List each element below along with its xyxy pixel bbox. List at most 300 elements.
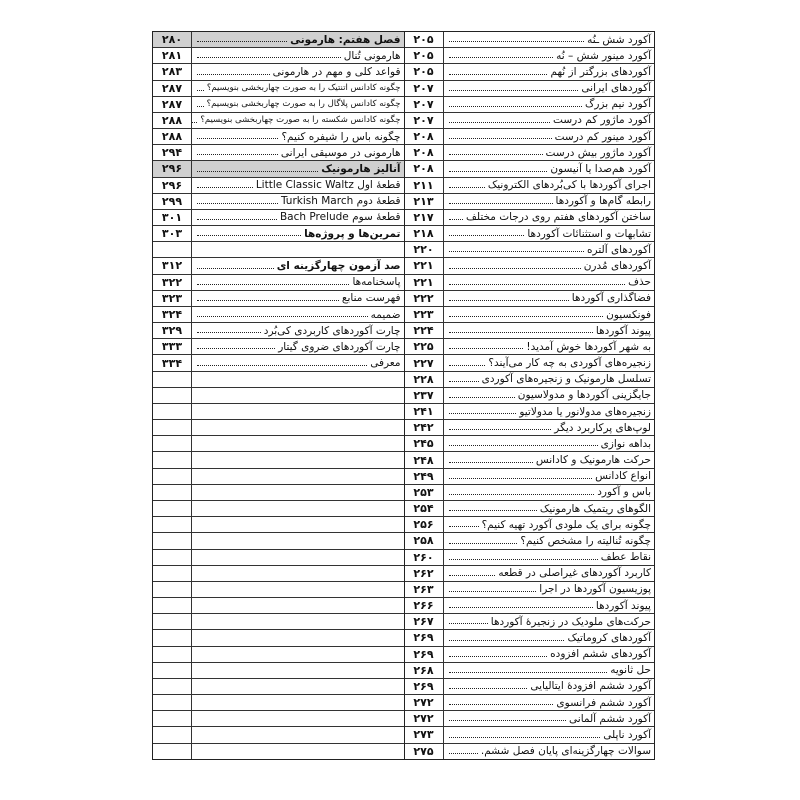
dot-leader <box>449 73 548 75</box>
toc-page-number: ۳۰۳ <box>153 226 192 241</box>
toc-entry-title: پاسخنامه‌ها <box>352 276 401 289</box>
toc-entry-title: حذف <box>628 276 651 289</box>
toc-row <box>405 533 655 549</box>
toc-entry <box>192 533 404 548</box>
toc-page-number: ۲۷۳ <box>405 727 444 742</box>
toc-entry <box>192 242 404 257</box>
toc-entry-title: آکورد مینور شش – نُه <box>556 49 651 62</box>
dot-leader <box>449 719 567 721</box>
toc-page-number: ۲۶۷ <box>405 614 444 629</box>
dot-leader <box>449 202 553 204</box>
dot-leader <box>197 283 349 285</box>
toc-entry-title: ضمیمه <box>370 308 401 321</box>
dot-leader <box>197 299 339 301</box>
toc-row <box>153 744 404 759</box>
toc-entry-title: آنالیز هارمونیک <box>321 162 401 175</box>
dot-leader <box>449 525 479 527</box>
dot-leader <box>197 40 287 42</box>
toc-row <box>405 679 655 695</box>
dot-leader <box>197 364 367 366</box>
toc-row <box>405 129 655 145</box>
dot-leader <box>197 170 318 172</box>
toc-entry <box>192 517 404 532</box>
toc-entry-title: قطعهٔ سوم Bach Prelude <box>279 211 401 224</box>
dot-leader <box>449 299 569 301</box>
toc-row <box>153 161 404 177</box>
toc-page-number: ۲۹۹ <box>153 194 192 209</box>
toc-entry-title: چگونه باس را شیفره کنیم؟ <box>281 130 401 143</box>
toc-entry <box>192 307 404 322</box>
toc-entry <box>192 598 404 613</box>
toc-page-number: ۲۸۳ <box>153 64 192 79</box>
dot-leader <box>197 105 204 107</box>
toc-page-number: ۲۴۵ <box>405 436 444 451</box>
toc-row <box>153 420 404 436</box>
toc-page-number: ۲۸۸ <box>153 129 192 144</box>
toc-entry-title: فونکسیون <box>606 308 651 321</box>
toc-entry <box>192 614 404 629</box>
toc-entry <box>192 582 404 597</box>
toc-entry <box>444 598 655 613</box>
toc-entry <box>192 161 404 176</box>
toc-entry-title: آکورد ششم آلمانی <box>569 712 651 725</box>
toc-page-number: ۲۶۹ <box>405 679 444 694</box>
toc-page-number <box>153 242 192 257</box>
toc-row <box>153 695 404 711</box>
toc-page-number: ۲۳۷ <box>405 388 444 403</box>
dot-leader <box>197 73 270 75</box>
toc-page-number: ۲۲۳ <box>405 307 444 322</box>
toc-entry <box>192 452 404 467</box>
toc-row <box>153 485 404 501</box>
toc-page-number: ۳۳۴ <box>153 355 192 370</box>
toc-page-number <box>153 550 192 565</box>
toc-entry <box>192 145 404 160</box>
toc-entry-title: حرکت‌های ملودیک در زنجیرهٔ آکوردها <box>490 615 651 628</box>
dot-leader <box>197 218 277 220</box>
toc-entry-title: اجرای آکوردها با کی‌بُردهای الکترونیک <box>487 179 651 192</box>
toc-entry <box>192 388 404 403</box>
toc-entry-title: بداهه نوازی <box>600 437 651 450</box>
toc-entry-title: انواع کادانس <box>595 470 651 483</box>
toc-page-number <box>153 711 192 726</box>
toc-row <box>153 533 404 549</box>
toc-entry <box>192 550 404 565</box>
toc-page-number: ۲۶۹ <box>405 630 444 645</box>
toc-entry <box>192 275 404 290</box>
toc-entry <box>444 566 655 581</box>
toc-page-number: ۲۰۸ <box>405 129 444 144</box>
toc-entry <box>192 566 404 581</box>
toc-entry <box>444 258 655 273</box>
toc-entry-title: پوزیسیون آکوردها در اجرا <box>539 583 651 596</box>
toc-entry <box>444 663 655 678</box>
toc-entry <box>444 275 655 290</box>
toc-entry <box>192 485 404 500</box>
toc-page-number: ۲۹۶ <box>153 161 192 176</box>
toc-page-number: ۳۲۴ <box>153 307 192 322</box>
dot-leader <box>449 347 524 349</box>
toc-row <box>405 404 655 420</box>
toc-entry <box>192 97 404 112</box>
toc-page-number: ۲۱۳ <box>405 194 444 209</box>
toc-row <box>153 663 404 679</box>
toc-entry <box>192 81 404 96</box>
toc-page-number <box>153 663 192 678</box>
toc-entry <box>192 647 404 662</box>
toc-entry <box>192 727 404 742</box>
toc-entry <box>444 711 655 726</box>
dot-leader <box>449 56 554 58</box>
toc-entry <box>444 210 655 225</box>
toc-entry <box>444 550 655 565</box>
toc-row <box>405 81 655 97</box>
toc-entry-title: چارت آکوردهای کاربردی کی‌بُرد <box>263 324 401 337</box>
toc-row <box>153 339 404 355</box>
dot-leader <box>449 364 486 366</box>
dot-leader <box>449 153 543 155</box>
toc-page-number <box>153 630 192 645</box>
toc-row <box>405 291 655 307</box>
toc-entry-title: آکوردهای مُدرن <box>583 259 651 272</box>
toc-page-number: ۲۵۴ <box>405 501 444 516</box>
dot-leader <box>449 752 478 754</box>
toc-entry <box>192 420 404 435</box>
toc-page-number: ۲۶۶ <box>405 598 444 613</box>
toc-page-number: ۲۸۷ <box>153 81 192 96</box>
toc-entry-title: چگونه کادانس اتنتیک را به صورت چهاربخشی بنویسیم؟ <box>206 83 401 94</box>
dot-leader <box>449 703 554 705</box>
toc-page-number <box>153 420 192 435</box>
toc-entry-title: معرفی <box>370 357 401 370</box>
toc-page-number <box>153 566 192 581</box>
toc-row <box>405 436 655 452</box>
dot-leader <box>449 315 604 317</box>
toc-entry <box>444 388 655 403</box>
toc-entry-title: هارمونی در موسیقی ایرانی <box>280 146 401 159</box>
toc-entry-title: هارمونی تُنال <box>343 49 401 62</box>
toc-page-number: ۲۰۵ <box>405 64 444 79</box>
toc-page-number <box>153 501 192 516</box>
toc-page-number <box>153 727 192 742</box>
toc-entry-title: جایگزینی آکوردها و مدولاسیون <box>517 389 651 402</box>
dot-leader <box>449 121 551 123</box>
toc-entry-title: آکورد ماژور بیش درست <box>545 146 651 159</box>
toc-row <box>153 614 404 630</box>
dot-leader <box>449 234 525 236</box>
toc-entry-title: آکورد نیم بزرگ <box>584 98 651 111</box>
dot-leader <box>449 250 585 252</box>
toc-entry <box>192 355 404 370</box>
toc-page-number: ۲۱۱ <box>405 178 444 193</box>
dot-leader <box>449 186 485 188</box>
toc-entry-title: آکورد مینور کم درست <box>554 130 651 143</box>
dot-leader <box>449 574 496 576</box>
toc-page-number <box>153 372 192 387</box>
toc-entry-title: آکورد ششم افزودهٔ ایتالیایی <box>530 680 651 693</box>
toc-entry-title: باس و آکورد <box>597 486 651 499</box>
toc-row <box>153 178 404 194</box>
toc-page-number: ۲۴۲ <box>405 420 444 435</box>
toc-entry <box>444 695 655 710</box>
toc-row <box>405 64 655 80</box>
toc-entry-title: تسلسل هارمونیک و زنجیره‌های آکوردی <box>481 373 651 386</box>
toc-entry <box>444 501 655 516</box>
toc-entry <box>192 679 404 694</box>
toc-page-number <box>153 614 192 629</box>
toc-row <box>153 81 404 97</box>
toc-entry <box>192 663 404 678</box>
toc-entry <box>444 420 655 435</box>
toc-row <box>405 566 655 582</box>
toc-entry <box>444 517 655 532</box>
toc-page-number: ۲۰۸ <box>405 161 444 176</box>
toc-row <box>153 647 404 663</box>
toc-entry <box>192 64 404 79</box>
toc-entry <box>444 307 655 322</box>
toc-entry <box>444 436 655 451</box>
toc-row <box>153 501 404 517</box>
toc-page-number <box>153 598 192 613</box>
toc-entry <box>444 161 655 176</box>
toc-entry <box>444 64 655 79</box>
dot-leader <box>197 153 278 155</box>
toc-row <box>405 744 655 759</box>
toc-page-number: ۲۰۷ <box>405 97 444 112</box>
toc-entry-title: آکورد هم‌صدا یا آنیسون <box>550 162 651 175</box>
toc-page-number: ۲۲۴ <box>405 323 444 338</box>
dot-leader <box>197 234 301 236</box>
toc-row <box>153 307 404 323</box>
toc-page-number: ۳۰۱ <box>153 210 192 225</box>
dot-leader <box>449 170 548 172</box>
toc-entry <box>192 48 404 63</box>
dot-leader <box>449 461 533 463</box>
dot-leader <box>449 477 593 479</box>
dot-leader <box>197 202 278 204</box>
toc-row <box>405 501 655 517</box>
toc-page-number: ۲۲۸ <box>405 372 444 387</box>
toc-row <box>153 291 404 307</box>
toc-row <box>405 663 655 679</box>
dot-leader <box>449 493 595 495</box>
dot-leader <box>449 671 608 673</box>
toc-page-number: ۲۶۸ <box>405 663 444 678</box>
toc-entry-title: قطعهٔ دوم Turkish March <box>280 195 401 208</box>
toc-page-number: ۲۲۰ <box>405 242 444 257</box>
toc-entry-title: آکوردهای ششم افزوده <box>550 648 651 661</box>
toc-page-number: ۲۴۸ <box>405 452 444 467</box>
toc-row <box>153 210 404 226</box>
toc-entry <box>192 291 404 306</box>
toc-entry <box>444 452 655 467</box>
toc-row <box>153 388 404 404</box>
toc-entry-title: فصل هفتم: هارمونی <box>290 33 401 46</box>
toc-entry <box>444 32 655 47</box>
dot-leader <box>449 396 515 398</box>
toc-row <box>405 323 655 339</box>
toc-page-number <box>153 582 192 597</box>
toc-page-number: ۲۵۶ <box>405 517 444 532</box>
dot-leader <box>449 412 517 414</box>
toc-page-number <box>153 452 192 467</box>
toc-entry <box>444 97 655 112</box>
toc-entry-title: رابطه گام‌ها و آکوردها <box>555 195 651 208</box>
toc-entry-title: به شهر آکوردها خوش آمدید! <box>526 340 651 353</box>
toc-row <box>153 630 404 646</box>
toc-page-number: ۲۲۲ <box>405 291 444 306</box>
toc-entry-title: قطعهٔ اول Little Classic Waltz <box>255 179 401 192</box>
toc-entry <box>444 145 655 160</box>
toc-page-number <box>153 647 192 662</box>
toc-page-number <box>153 469 192 484</box>
toc-row <box>153 64 404 80</box>
dot-leader <box>449 331 593 333</box>
toc-page-number: ۲۹۶ <box>153 178 192 193</box>
toc-page-number: ۲۵۸ <box>405 533 444 548</box>
toc-page-number: ۲۴۹ <box>405 469 444 484</box>
dot-leader <box>449 542 518 544</box>
toc-row <box>405 614 655 630</box>
toc-entry-title: آکورد ماژور کم درست <box>553 114 651 127</box>
toc-entry-title: پیوند آکوردها <box>595 324 651 337</box>
toc-page-number: ۲۰۷ <box>405 81 444 96</box>
toc-page-number: ۲۶۳ <box>405 582 444 597</box>
toc-entry <box>192 339 404 354</box>
dot-leader <box>449 444 598 446</box>
toc-row <box>153 469 404 485</box>
toc-row <box>405 97 655 113</box>
toc-entry <box>444 242 655 257</box>
toc-page-number <box>153 388 192 403</box>
toc-row <box>405 630 655 646</box>
dot-leader <box>197 347 275 349</box>
toc-row <box>405 452 655 468</box>
toc-entry <box>444 129 655 144</box>
toc-entry <box>444 48 655 63</box>
toc-page-number: ۲۷۲ <box>405 695 444 710</box>
toc-entry-title: آکوردهای کروماتیک <box>567 631 651 644</box>
toc-row <box>405 355 655 371</box>
toc-page-number: ۲۲۱ <box>405 258 444 273</box>
toc-row <box>405 388 655 404</box>
toc-entry <box>444 614 655 629</box>
toc-page-number: ۲۰۵ <box>405 32 444 47</box>
toc-entry-title: چارت آکوردهای ضروی گیتار <box>278 340 401 353</box>
dot-leader <box>197 56 341 58</box>
toc-entry-title: حل ثانویه <box>610 664 651 677</box>
toc-row <box>153 275 404 291</box>
toc-row <box>405 145 655 161</box>
toc-entry-title: تشابهات و استثنائات آکوردها <box>527 227 651 240</box>
toc-row <box>405 194 655 210</box>
toc-row <box>153 48 404 64</box>
toc-entry <box>192 178 404 193</box>
toc-entry <box>444 339 655 354</box>
toc-page-number: ۲۲۷ <box>405 355 444 370</box>
toc-page-number <box>153 695 192 710</box>
toc-entry-title: زنجیره‌های مدولانور یا مدولاتیو <box>519 405 651 418</box>
toc-entry-title: آکورد ناپلی <box>603 728 651 741</box>
toc-row <box>405 695 655 711</box>
toc-row <box>153 679 404 695</box>
table-of-contents <box>152 31 655 760</box>
toc-page-number: ۲۱۸ <box>405 226 444 241</box>
toc-page-number: ۲۸۷ <box>153 97 192 112</box>
toc-page-number <box>153 679 192 694</box>
toc-row <box>405 32 655 48</box>
dot-leader <box>197 315 368 317</box>
toc-entry-title: فضاگذاری آکوردها <box>571 292 651 305</box>
toc-entry <box>192 32 404 47</box>
toc-entry <box>192 404 404 419</box>
toc-entry <box>192 501 404 516</box>
dot-leader <box>449 137 552 139</box>
toc-page-number <box>153 485 192 500</box>
toc-page-number: ۲۰۸ <box>405 145 444 160</box>
toc-row <box>153 517 404 533</box>
dot-leader <box>449 655 548 657</box>
dot-leader <box>449 428 552 430</box>
toc-entry-title: چگونه تُنالیته را مشخص کنیم؟ <box>520 534 651 547</box>
toc-page-number <box>153 404 192 419</box>
toc-row <box>153 436 404 452</box>
toc-row <box>153 372 404 388</box>
toc-entry <box>444 113 655 128</box>
toc-row <box>153 404 404 420</box>
dot-leader <box>449 380 479 382</box>
toc-entry <box>192 194 404 209</box>
toc-row <box>153 32 404 48</box>
toc-row <box>153 129 404 145</box>
toc-row <box>405 275 655 291</box>
toc-row <box>153 355 404 371</box>
toc-entry-title: قواعد کلی و مهم در هارمونی <box>272 65 401 78</box>
dot-leader <box>449 105 582 107</box>
toc-entry <box>192 210 404 225</box>
toc-entry <box>192 323 404 338</box>
toc-row <box>405 582 655 598</box>
toc-entry-title: آکورد ششم فرانسوی <box>556 696 651 709</box>
toc-row <box>405 711 655 727</box>
toc-entry <box>444 630 655 645</box>
toc-row <box>153 258 404 274</box>
toc-entry <box>192 226 404 241</box>
dot-leader <box>197 137 278 139</box>
toc-row <box>153 97 404 113</box>
toc-page-number: ۳۲۳ <box>153 291 192 306</box>
toc-page-number: ۲۰۵ <box>405 48 444 63</box>
toc-entry <box>444 533 655 548</box>
toc-row <box>405 258 655 274</box>
toc-row <box>153 226 404 242</box>
toc-entry-title: آکوردهای بزرگتر از نُهم <box>550 65 651 78</box>
toc-row <box>153 323 404 339</box>
toc-row <box>405 226 655 242</box>
toc-entry <box>444 404 655 419</box>
toc-entry-title: آکوردهای ایرانی <box>581 82 651 95</box>
toc-entry <box>444 81 655 96</box>
toc-row <box>405 517 655 533</box>
toc-entry <box>444 194 655 209</box>
toc-entry <box>192 695 404 710</box>
dot-leader <box>449 687 528 689</box>
toc-row <box>153 550 404 566</box>
toc-page-number: ۲۶۹ <box>405 647 444 662</box>
toc-page-number: ۲۶۲ <box>405 566 444 581</box>
toc-entry <box>192 372 404 387</box>
toc-entry <box>444 727 655 742</box>
